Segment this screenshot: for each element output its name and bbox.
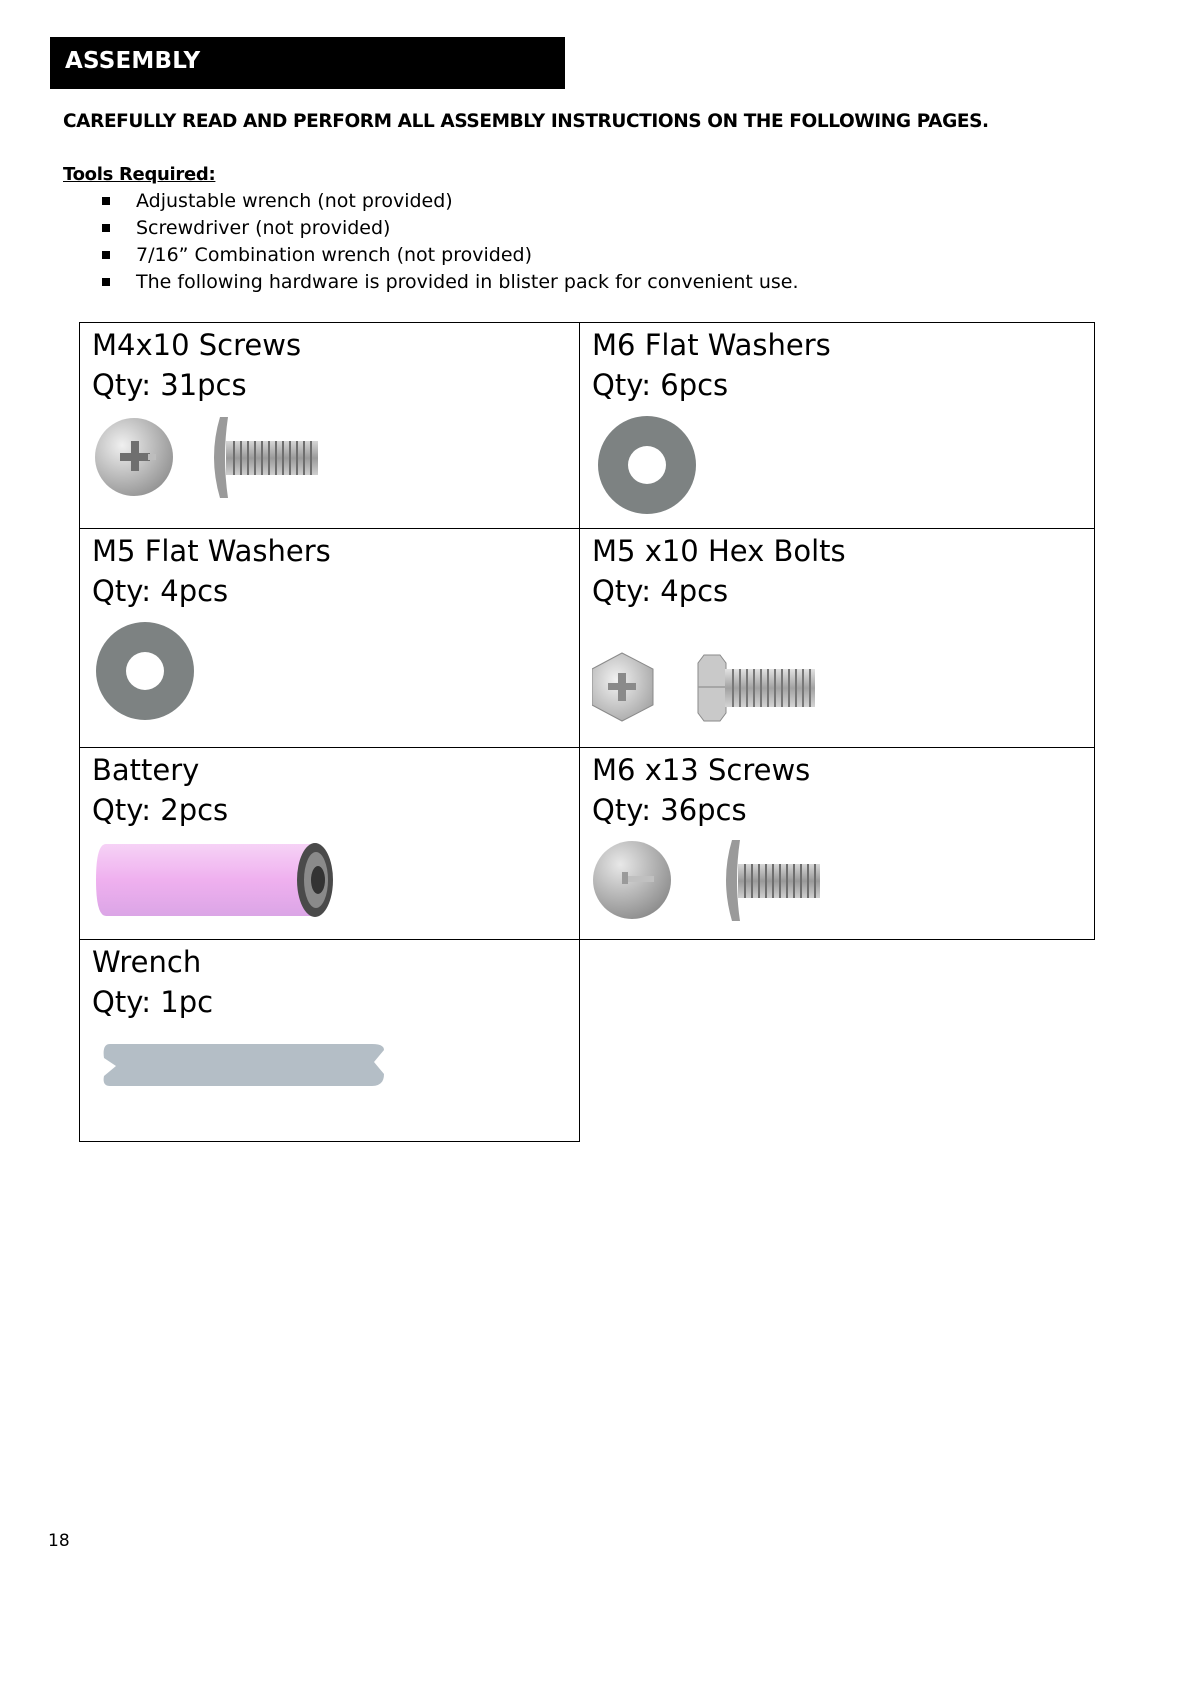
- page-number: 18: [48, 1531, 70, 1551]
- hardware-cell: [79, 322, 580, 529]
- square-bullet-icon: [102, 197, 110, 205]
- hardware-name: Wrench: [92, 945, 202, 979]
- hardware-cell: [79, 939, 580, 1142]
- tool-item: The following hardware is provided in blister pack for convenient use.: [100, 269, 799, 296]
- flat-washer-icon: [595, 413, 699, 517]
- hardware-name: M4x10 Screws: [92, 328, 302, 362]
- assembly-instruction: CAREFULLY READ AND PERFORM ALL ASSEMBLY INSTRUCTIONS ON THE FOLLOWING PAGES.: [63, 111, 989, 132]
- wrench-icon: [102, 1036, 392, 1096]
- square-bullet-icon: [102, 251, 110, 259]
- flat-washer-icon: [93, 619, 197, 723]
- hardware-qty: Qty: 6pcs: [592, 368, 729, 402]
- hardware-qty: Qty: 4pcs: [92, 574, 229, 608]
- hardware-qty: Qty: 31pcs: [92, 368, 247, 402]
- tools-required-title: Tools Required:: [63, 164, 216, 185]
- square-bullet-icon: [102, 278, 110, 286]
- m6-screw-icon: [592, 836, 842, 926]
- hardware-qty: Qty: 36pcs: [592, 793, 747, 827]
- hardware-cell: [79, 528, 580, 748]
- hardware-cell: [79, 747, 580, 940]
- hardware-qty: Qty: 4pcs: [592, 574, 729, 608]
- hardware-name: M6 Flat Washers: [592, 328, 831, 362]
- hardware-cell: [579, 322, 1095, 529]
- section-header: [50, 37, 565, 89]
- hardware-name: Battery: [92, 753, 200, 787]
- hardware-qty: Qty: 2pcs: [92, 793, 229, 827]
- hex-bolt-icon: [592, 649, 822, 729]
- m4-screw-icon: [94, 413, 344, 503]
- hardware-name: M5 x10 Hex Bolts: [592, 534, 846, 568]
- hardware-cell: [579, 747, 1095, 940]
- hardware-qty: Qty: 1pc: [92, 985, 214, 1019]
- tool-item: Screwdriver (not provided): [100, 215, 799, 242]
- tool-item: 7/16” Combination wrench (not provided): [100, 242, 799, 269]
- hardware-name: M5 Flat Washers: [92, 534, 331, 568]
- tool-item: Adjustable wrench (not provided): [100, 188, 799, 215]
- battery-icon: [94, 840, 344, 920]
- hardware-cell: [579, 528, 1095, 748]
- section-title: ASSEMBLY: [65, 48, 201, 74]
- square-bullet-icon: [102, 224, 110, 232]
- tools-list: [100, 188, 799, 296]
- hardware-name: M6 x13 Screws: [592, 753, 811, 787]
